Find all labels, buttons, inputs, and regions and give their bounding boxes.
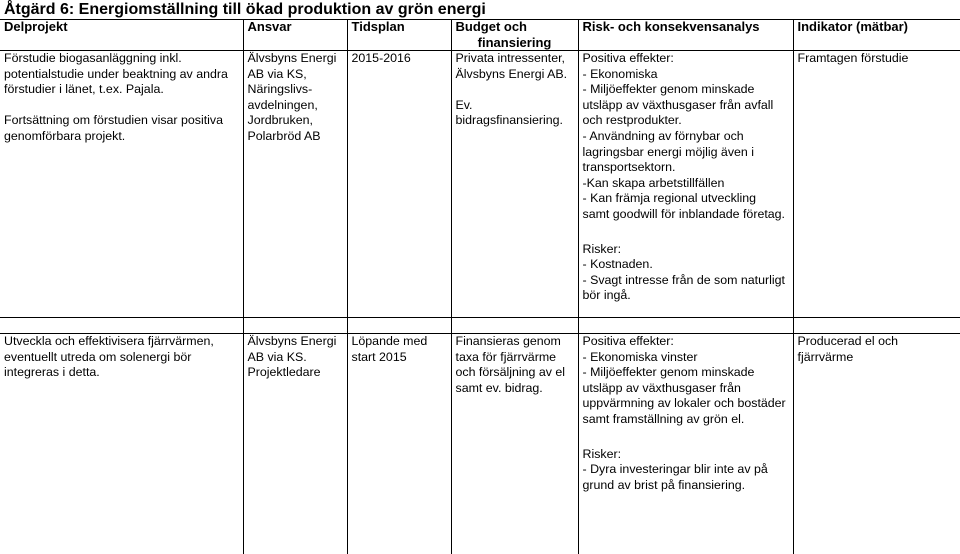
text-line: genomförbara projekt. xyxy=(4,129,239,145)
cell-risk xyxy=(578,334,793,554)
cell-budget xyxy=(451,51,578,318)
text-line: Älvsbyns Energi xyxy=(248,334,343,350)
text-line: Framtagen förstudie xyxy=(798,51,957,67)
header-tidsplan: Tidsplan xyxy=(347,19,451,51)
header-row xyxy=(0,19,960,51)
text-line: integreras i detta. xyxy=(4,365,239,381)
text-line: Älvsbyns Energi AB. xyxy=(456,67,574,83)
cell-ansvar xyxy=(243,334,347,554)
text-line: Näringslivs- xyxy=(248,82,343,98)
text-line: samt ev. bidrag. xyxy=(456,381,574,397)
text-line: och försäljning av el xyxy=(456,365,574,381)
text-line: -Kan skapa arbetstillfällen xyxy=(583,176,789,192)
blank-line xyxy=(4,98,239,114)
cell-delprojekt xyxy=(0,334,243,554)
text-line: Utveckla och effektivisera fjärrvärmen, xyxy=(4,334,239,350)
text-line: - Användning av förnybar och xyxy=(583,129,789,145)
header-budget-line1: Budget och xyxy=(456,19,574,35)
text-line: taxa för fjärrvärme xyxy=(456,350,574,366)
text-line: bidragsfinansiering. xyxy=(456,113,574,129)
header-ansvar: Ansvar xyxy=(243,19,347,51)
text-line: eventuellt utreda om solenergi bör xyxy=(4,350,239,366)
text-line: utsläpp av växthusgaser från xyxy=(583,381,789,397)
spacer-cell xyxy=(347,318,451,334)
text-line: Positiva effekter: xyxy=(583,51,789,67)
text-line: Positiva effekter: xyxy=(583,334,789,350)
text-line: Ev. xyxy=(456,98,574,114)
text-line: AB via KS, xyxy=(248,67,343,83)
text-line: Förstudie biogasanläggning inkl. xyxy=(4,51,239,67)
text-line: Risker: xyxy=(583,242,789,258)
spacer-cell xyxy=(243,318,347,334)
spacer-cell xyxy=(0,318,243,334)
text-line: förstudier i länet, t.ex. Pajala. xyxy=(4,82,239,98)
table-row xyxy=(0,51,960,318)
text-line: - Svagt intresse från de som naturligt xyxy=(583,273,789,289)
spacer-cell xyxy=(578,318,793,334)
text-line: Fortsättning om förstudien visar positiva xyxy=(4,113,239,129)
header-budget xyxy=(451,19,578,51)
blank-line xyxy=(583,223,789,242)
text-line: Privata intressenter, xyxy=(456,51,574,67)
text-line: - Kan främja regional utveckling xyxy=(583,191,789,207)
cell-budget xyxy=(451,334,578,554)
text-line: Producerad el och xyxy=(798,334,957,350)
text-line: Projektledare xyxy=(248,365,343,381)
text-line: transportsektorn. xyxy=(583,160,789,176)
cell-tidsplan xyxy=(347,51,451,318)
cell-indikator xyxy=(793,51,960,318)
text-line: Löpande med xyxy=(352,334,447,350)
text-line: AB via KS. xyxy=(248,350,343,366)
text-line: bör ingå. xyxy=(583,288,789,304)
text-line: Polarbröd AB xyxy=(248,129,343,145)
action-plan-table xyxy=(0,19,960,554)
text-line: lagringsbar energi möjlig även i xyxy=(583,145,789,161)
text-line: uppvärmning av lokaler och bostäder xyxy=(583,396,789,412)
text-line: - Miljöeffekter genom minskade xyxy=(583,82,789,98)
text-line: - Dyra investeringar blir inte av på xyxy=(583,462,789,478)
cell-tidsplan xyxy=(347,334,451,554)
text-line: start 2015 xyxy=(352,350,447,366)
blank-line xyxy=(583,428,789,447)
text-line: 2015-2016 xyxy=(352,51,447,67)
spacer-cell xyxy=(451,318,578,334)
cell-indikator xyxy=(793,334,960,554)
text-line: grund av brist på finansiering. xyxy=(583,478,789,494)
text-line: - Ekonomiska vinster xyxy=(583,350,789,366)
cell-ansvar xyxy=(243,51,347,318)
cell-delprojekt xyxy=(0,51,243,318)
text-line: potentialstudie under beaktning av andra xyxy=(4,67,239,83)
header-budget-line2: finansiering xyxy=(456,35,574,51)
text-line: - Miljöeffekter genom minskade xyxy=(583,365,789,381)
text-line: - Kostnaden. xyxy=(583,257,789,273)
text-line: - Ekonomiska xyxy=(583,67,789,83)
document-title: Åtgärd 6: Energiomställning till ökad produktion av grön energi xyxy=(4,1,486,19)
text-line: fjärrvärme xyxy=(798,350,957,366)
text-line: och restprodukter. xyxy=(583,113,789,129)
text-line: Älvsbyns Energi xyxy=(248,51,343,67)
table-row xyxy=(0,334,960,554)
text-line: Risker: xyxy=(583,447,789,463)
text-line: Finansieras genom xyxy=(456,334,574,350)
header-delprojekt: Delprojekt xyxy=(0,19,243,51)
header-risk: Risk- och konsekvensanalys xyxy=(578,19,793,51)
text-line: samt framställning av grön el. xyxy=(583,412,789,428)
spacer-cell xyxy=(793,318,960,334)
text-line: Jordbruken, xyxy=(248,113,343,129)
text-line: avdelningen, xyxy=(248,98,343,114)
text-line: utsläpp av växthusgaser från avfall xyxy=(583,98,789,114)
text-line: samt goodwill för inblandade företag. xyxy=(583,207,789,223)
row-spacer xyxy=(0,318,960,334)
blank-line xyxy=(456,82,574,98)
header-indikator: Indikator (mätbar) xyxy=(793,19,960,51)
cell-risk xyxy=(578,51,793,318)
